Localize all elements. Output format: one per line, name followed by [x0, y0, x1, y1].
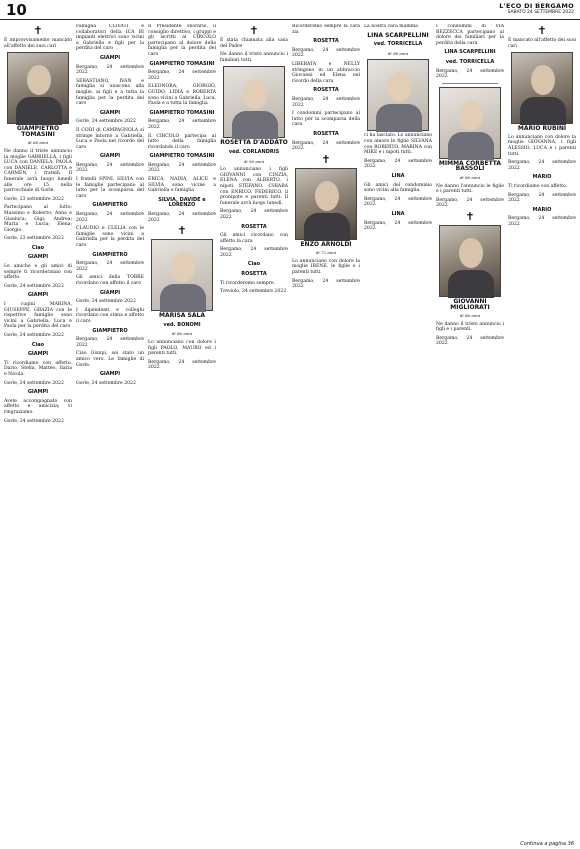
continued-on-page: Continua a pagina 36: [520, 841, 574, 847]
notice-place: Bergamo, 24 settembre 2022: [508, 160, 576, 171]
notice-text: I condomini di VIA BEZZECCA partecipano al dolore dei familiari per la perdita della cara: [436, 24, 504, 46]
notice-place: Bergamo, 24 settembre 2022: [364, 220, 432, 232]
notice-place: Gorle, 23 settembre 2022: [4, 196, 64, 202]
notice-name: GIAMPIETRO: [92, 251, 128, 258]
notice-place: Bergamo, 24 settembre 2022: [148, 119, 216, 130]
notice-place: Bergamo, 24 settembre 2022: [364, 196, 432, 208]
notice-text: Ne danno il triste annuncio i figli e i parenti.: [436, 321, 504, 333]
portrait-photo: [295, 168, 357, 240]
deceased-name: ENZO ARNOLDI: [300, 240, 352, 248]
notice-place: Gorle, 24 settembre 2022: [76, 380, 136, 386]
notice-place: Bergamo, 24 settembre 2022: [76, 64, 144, 76]
notice-text: Lo annunciano con dolore la moglie GIOVANNA, i figli ALESSIO, LUCA e i parenti tutti.: [508, 134, 576, 157]
notice-place: Gorle, 24 settembre 2022: [4, 418, 64, 424]
notice-name: SILVIA, DAVIDE e LORENZO: [158, 196, 206, 209]
notice-name: ROSETTA: [313, 87, 339, 94]
column-7: [436, 24, 504, 830]
notice-place: Bergamo, 24 settembre 2022: [508, 192, 576, 204]
notice-text: Ti ricordiamo con affetto.: [508, 183, 568, 189]
notice-text: Ti ricorderemo sempre.: [220, 280, 276, 286]
notice-text: Il Presidente onorario, il consiglio direttivo, i gruppi e gli iscritti al CIRCOLO partecipano al dolore della famiglia per la perdita del caro: [148, 24, 216, 57]
portrait-photo: [223, 66, 285, 138]
notice-name: GIAMPI: [27, 351, 49, 358]
cross-icon: ✝: [177, 224, 187, 238]
cross-icon: ✝: [321, 152, 331, 166]
notice-name: ROSETTA: [313, 38, 339, 45]
notice-place: Bergamo, 24 settembre 2022: [76, 261, 144, 272]
column-8: [508, 24, 576, 830]
cross-icon: ✝: [537, 24, 547, 37]
notice-text: Ne danno il triste annuncio i familiari tutti.: [220, 52, 288, 63]
deceased-age: di 98 anni: [387, 50, 409, 56]
notice-text: È stata chiamata alla casa del Padre: [220, 38, 288, 49]
notice-text: I fratelli SPINI, SILVIA con le famiglie partecipano al lutto per la scomparsa del caro: [76, 177, 144, 199]
notice-text: SEBASTIANO, IVAN e famiglia si uniscono alla moglie, ai figli e a tutta la famiglia per la perdita del caro: [76, 78, 144, 107]
notice-place: Bergamo, 24 settembre 2022: [148, 70, 216, 81]
deceased-name: LINA SCARPELLINI: [367, 31, 429, 39]
notice-name: GIAMPIETRO: [92, 202, 128, 209]
portrait-photo: [439, 225, 501, 297]
notice-name: GIAMPI: [99, 153, 121, 160]
deceased-subtitle: ved. TORRICELLA: [445, 58, 495, 65]
notice-text: Famiglia CLIVATI e collaboratori della ICA BI impianti elettrici sono vicini a Gabriella e figli per la perdita del caro: [76, 24, 144, 52]
portrait-photo: [439, 87, 501, 159]
page-header: [0, 0, 580, 20]
deceased-name: MARISA SALA: [159, 312, 205, 320]
notice-text: CLAUDIO e CLELIA con le famiglie sono vicini a Gabriella per la perdita del caro: [76, 226, 144, 248]
paper-name: L'ECO DI BERGAMO: [499, 2, 574, 10]
notice-name: MARIO: [532, 206, 552, 213]
notice-place: Bergamo, 24 settembre 2022: [148, 212, 216, 223]
notice-text: Il CODI di CAMPAGNOLA si stringe intorno a Gabriella, Luca e Paola nel ricordo del caro: [76, 127, 144, 150]
notice-place: Gorle, 24 settembre 2022: [4, 380, 64, 386]
notice-name: GIAMPI: [99, 109, 121, 116]
notice-name: GIAMPI: [27, 389, 49, 396]
notice-place: Bergamo, 24 settembre 2022: [364, 158, 432, 170]
notice-text: Ne danno il triste annuncio la moglie GABRIELLA, i figli LUCA con DANIELA, PAOLA con DANIELE, CARLOTTA e CARMEN, i fratelli. Il funerale avrà luogo lunedì alle ore 15 nella parrocchiale di Gorle.: [4, 148, 72, 194]
notice-name: GIAMPIETRO TOMASINI: [149, 153, 215, 160]
notice-name: MARIO: [532, 174, 552, 181]
deceased-name: ROSETTA D'ADDATO: [220, 139, 288, 147]
notice-name: LINA SCARPELLINI: [444, 49, 496, 56]
notice-text: Gli amici ricordano con affetto la cara: [220, 233, 288, 244]
notice-name: GIAMPI: [27, 254, 49, 261]
notice-place: Bergamo, 24 settembre 2022: [76, 212, 144, 223]
divider: [442, 83, 498, 84]
notice-name: ROSETTA: [241, 271, 267, 278]
deceased-age: di 86 anni: [459, 174, 481, 180]
notice-place: Bergamo, 24 settembre 2022: [508, 216, 576, 227]
notice-place: Bergamo, 24 settembre 2022: [76, 162, 144, 174]
column-1: [4, 24, 72, 830]
notice-place: Bergamo, 24 settembre 2022: [148, 162, 216, 174]
notice-text: ERICA, NADIA, ALICE e SILVIA sono vicine a Gabriella e famiglia: [148, 177, 216, 194]
notice-place: Gorle, 24 settembre 2022: [76, 299, 136, 305]
column-4: [220, 24, 288, 830]
masthead: [499, 2, 574, 15]
portrait-photo: [151, 239, 213, 311]
issue-date: SABATO 24 SETTEMBRE 2022: [507, 10, 574, 15]
deceased-age: di 86 anni: [459, 313, 481, 319]
deceased-age: di 86 anni: [171, 331, 193, 337]
notice-place: Bergamo, 24 settembre 2022: [292, 47, 360, 59]
cross-icon: ✝: [465, 209, 475, 223]
notice-place: Gorle, 24 settembre 2022: [4, 333, 64, 338]
notice-salutation: Ciao: [247, 261, 261, 268]
notice-place: Bergamo, 24 settembre 2022: [76, 337, 144, 348]
notice-place: Treviolo, 24 settembre 2022: [220, 289, 287, 295]
cross-icon: ✝: [33, 24, 43, 37]
portrait-photo: [367, 59, 429, 131]
notice-place: Bergamo, 24 settembre 2022: [292, 140, 360, 152]
portrait-photo: [7, 52, 69, 124]
notice-text: Lo annunciano i figli GIOVANNI con CINZIA, ELENA con ALBERTO, i nipoti STEFANO, CHIARA con ENRICO, FEDERICO, il pronipote e parenti tutti. Il funerale avrà luogo lunedì.: [220, 167, 288, 206]
notice-salutation: Ciao: [31, 244, 45, 251]
deceased-age: di 66 anni: [27, 140, 49, 146]
notice-name: GIAMPI: [27, 292, 49, 299]
notice-text: Avete accompagnato con affetto e amicizia; vi ringraziamo.: [4, 398, 72, 415]
notice-place: Bergamo, 24 settembre 2022: [148, 359, 216, 371]
notice-name: GIAMPIETRO: [92, 327, 128, 334]
notice-text: I cugini MARINA, GIUSEPPE, GRAZIA con le rispettive famiglie sono vicini a Gabriella, Luca e Paola per la perdita del caro: [4, 302, 72, 330]
notice-text: Lo annunciano con dolore i figli PAOLO, MAURO ed i parenti tutti.: [148, 340, 216, 357]
notice-name: ROSETTA: [313, 130, 339, 137]
notice-place: Bergamo, 24 settembre 2022: [292, 278, 360, 290]
notice-place: Bergamo, 24 settembre 2022: [220, 209, 288, 220]
cross-icon: ✝: [249, 24, 259, 37]
notice-text: ci ha lasciato. Lo annunciano con amore le figlie SILVANA con ROBERTO, MARINA con MIKE e i nipoti tutti.: [364, 133, 432, 156]
notice-text: Ciao Gianpi, sei stato un amico vero. Le famiglie di Gorle.: [76, 351, 144, 368]
notice-name: GIAMPI: [99, 289, 121, 296]
notice-place: Gorle, 24 settembre 2022: [76, 119, 136, 125]
portrait-photo: [511, 52, 573, 124]
notice-text: Ricorderemo sempre la cara zia: [292, 24, 360, 35]
notice-place: Bergamo, 24 settembre 2022: [436, 197, 504, 209]
notice-text: Ne danno l'annuncio le figlie e i parenti tutti.: [436, 183, 504, 195]
notice-partecipano: Partecipano al lutto: Massimo e Roberto; Anna e Gianluca; Gigi; Andrea; Marta e Lucia; Elena; Giorgio.: [4, 205, 72, 233]
notice-text: ELEONORA, GIORGIO, GUIDO, LIDIA e ROBERTA sono vicini a Gabriella, Luca, Paola e a tutta la famiglia: [148, 84, 216, 107]
notice-intro: È improvvisamente mancato all'affetto dei suoi cari: [4, 38, 72, 49]
notice-place: Gorle, 23 settembre 2022: [4, 236, 64, 242]
notice-text: Lo annunciano con dolore la moglie IRENE, le figlie e i parenti tutti.: [292, 258, 360, 276]
notice-name: GIAMPI: [99, 371, 121, 378]
notice-text: Le amiche e gli amici di sempre ti ricorderanno con affetto.: [4, 264, 72, 281]
notice-place: Bergamo, 24 settembre 2022: [292, 96, 360, 108]
notice-place: Bergamo, 24 settembre 2022: [436, 335, 504, 347]
notice-name: LINA: [391, 172, 405, 179]
deceased-age: di 72 anni: [315, 250, 337, 256]
column-2: [76, 24, 144, 830]
page-number: 10: [6, 1, 27, 19]
deceased-subtitle: ved. CORLANDRIS: [228, 148, 280, 155]
deceased-name: GIAMPIETRO TOMASINI: [16, 125, 60, 138]
deceased-subtitle: ved. TORRICELLA: [373, 41, 423, 48]
notice-text: La nostra cara mamma: [364, 24, 418, 29]
deceased-age: di 90 anni: [243, 158, 265, 164]
notice-text: I dipendenti e colleghi ricordano con stima e affetto il caro: [76, 307, 144, 324]
notice-intro: È mancato all'affetto dei suoi cari: [508, 38, 576, 49]
notice-name: GIAMPIETRO TOMASINI: [149, 60, 215, 67]
column-3: [148, 24, 216, 830]
notice-name: GIAMPIETRO TOMASINI: [149, 109, 215, 116]
column-6: [364, 24, 432, 830]
notice-text: Il CIRCOLO partecipa al lutto della famiglia ricordando il caro: [148, 133, 216, 150]
notice-name: LINA: [391, 210, 405, 217]
column-5: [292, 24, 360, 830]
deceased-name: MIMMA CORBETTA BASSOLI: [438, 159, 502, 173]
notice-salutation: Ciao: [31, 341, 45, 348]
notice-text: Gli amici della TORRE ricordano con affetto il caro: [76, 275, 144, 286]
notice-text: Gli amici del condominio sono vicini alla famiglia.: [364, 182, 432, 194]
notice-name: ROSETTA: [241, 223, 267, 230]
obituary-columns: [4, 24, 576, 830]
deceased-subtitle: ved. BONOMI: [163, 321, 201, 328]
notice-name: GIAMPI: [99, 54, 121, 61]
notice-place: Gorle, 24 settembre 2022: [4, 283, 64, 289]
notice-place: Bergamo, 24 settembre 2022: [436, 68, 504, 80]
deceased-name: GIOVANNI MIGLIORATI: [450, 297, 490, 311]
deceased-name: MARIO RUBINI: [517, 125, 567, 133]
notice-text: Ti ricordiamo con affetto. Dario, Stella, Matteo, Ilaria e Nicola.: [4, 360, 72, 377]
notice-text: LIBERATA e NELLY stringono in un abbraccio Giovanni ed Elena nel ricordo della cara: [292, 61, 360, 84]
notice-text: I condomini partecipano al lutto per la scomparsa della cara: [292, 111, 360, 128]
notice-place: Bergamo, 24 settembre 2022: [220, 247, 288, 258]
